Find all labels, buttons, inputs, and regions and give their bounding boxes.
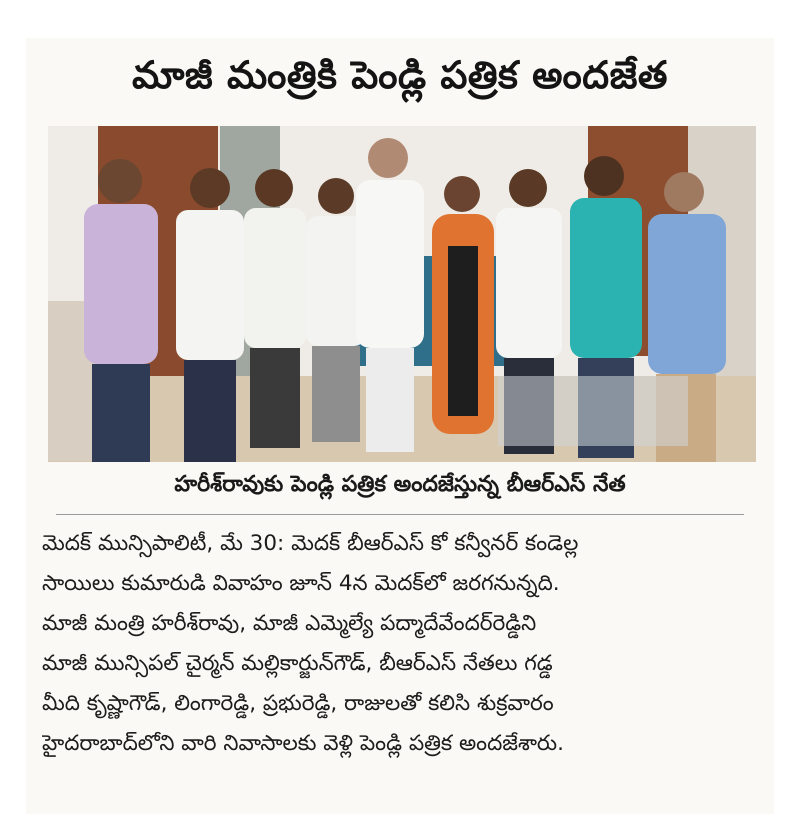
- caption-divider: [56, 514, 744, 515]
- person-1: [84, 159, 158, 462]
- news-photo: [48, 126, 756, 462]
- person-3: [244, 169, 306, 448]
- photo-caption: హరీశ్‌రావుకు పెండ్లి పత్రిక అందజేస్తున్న బీఆర్‌ఎస్ నేత: [174, 472, 626, 497]
- article-line: మీది కృష్ణాగౌడ్, లింగారెడ్డి, ప్రభురెడ్డి, రాజులతో కలిసి శుక్రవారం: [42, 691, 554, 716]
- person-2: [176, 168, 244, 462]
- headline: మాజీ మంత్రికి పెండ్లి పత్రిక అందజేత: [132, 53, 668, 97]
- person-5: [356, 138, 424, 452]
- article-line: మెదక్ మున్సిపాలిటీ, మే 30: మెదక్ బీఆర్‌ఎస్ కో కన్వీనర్ కండెల్ల: [42, 531, 579, 556]
- article-body: [42, 524, 766, 764]
- photo-glass-table: [498, 376, 688, 446]
- article-line: మాజీ మున్సిపల్ చైర్మన్ మల్లికార్జున్‌గౌడ్, బీఆర్‌ఎస్ నేతలు గడ్డ: [42, 651, 553, 676]
- news-clipping: [26, 38, 774, 814]
- group-photo-illustration: [48, 126, 756, 462]
- article-line: సాయిలు కుమారుడి వివాహం జూన్ 4న మెదక్‌లో జరగనున్నది.: [42, 571, 560, 596]
- article-line: హైదరాబాద్‌లోని వారి నివాసాలకు వెళ్లి పెండ్లి పత్రిక అందజేశారు.: [42, 731, 564, 756]
- article-line: మాజీ మంత్రి హరీశ్‌రావు, మాజీ ఎమ్మెల్యే పద్మాదేవేందర్‌రెడ్డిని: [42, 611, 537, 636]
